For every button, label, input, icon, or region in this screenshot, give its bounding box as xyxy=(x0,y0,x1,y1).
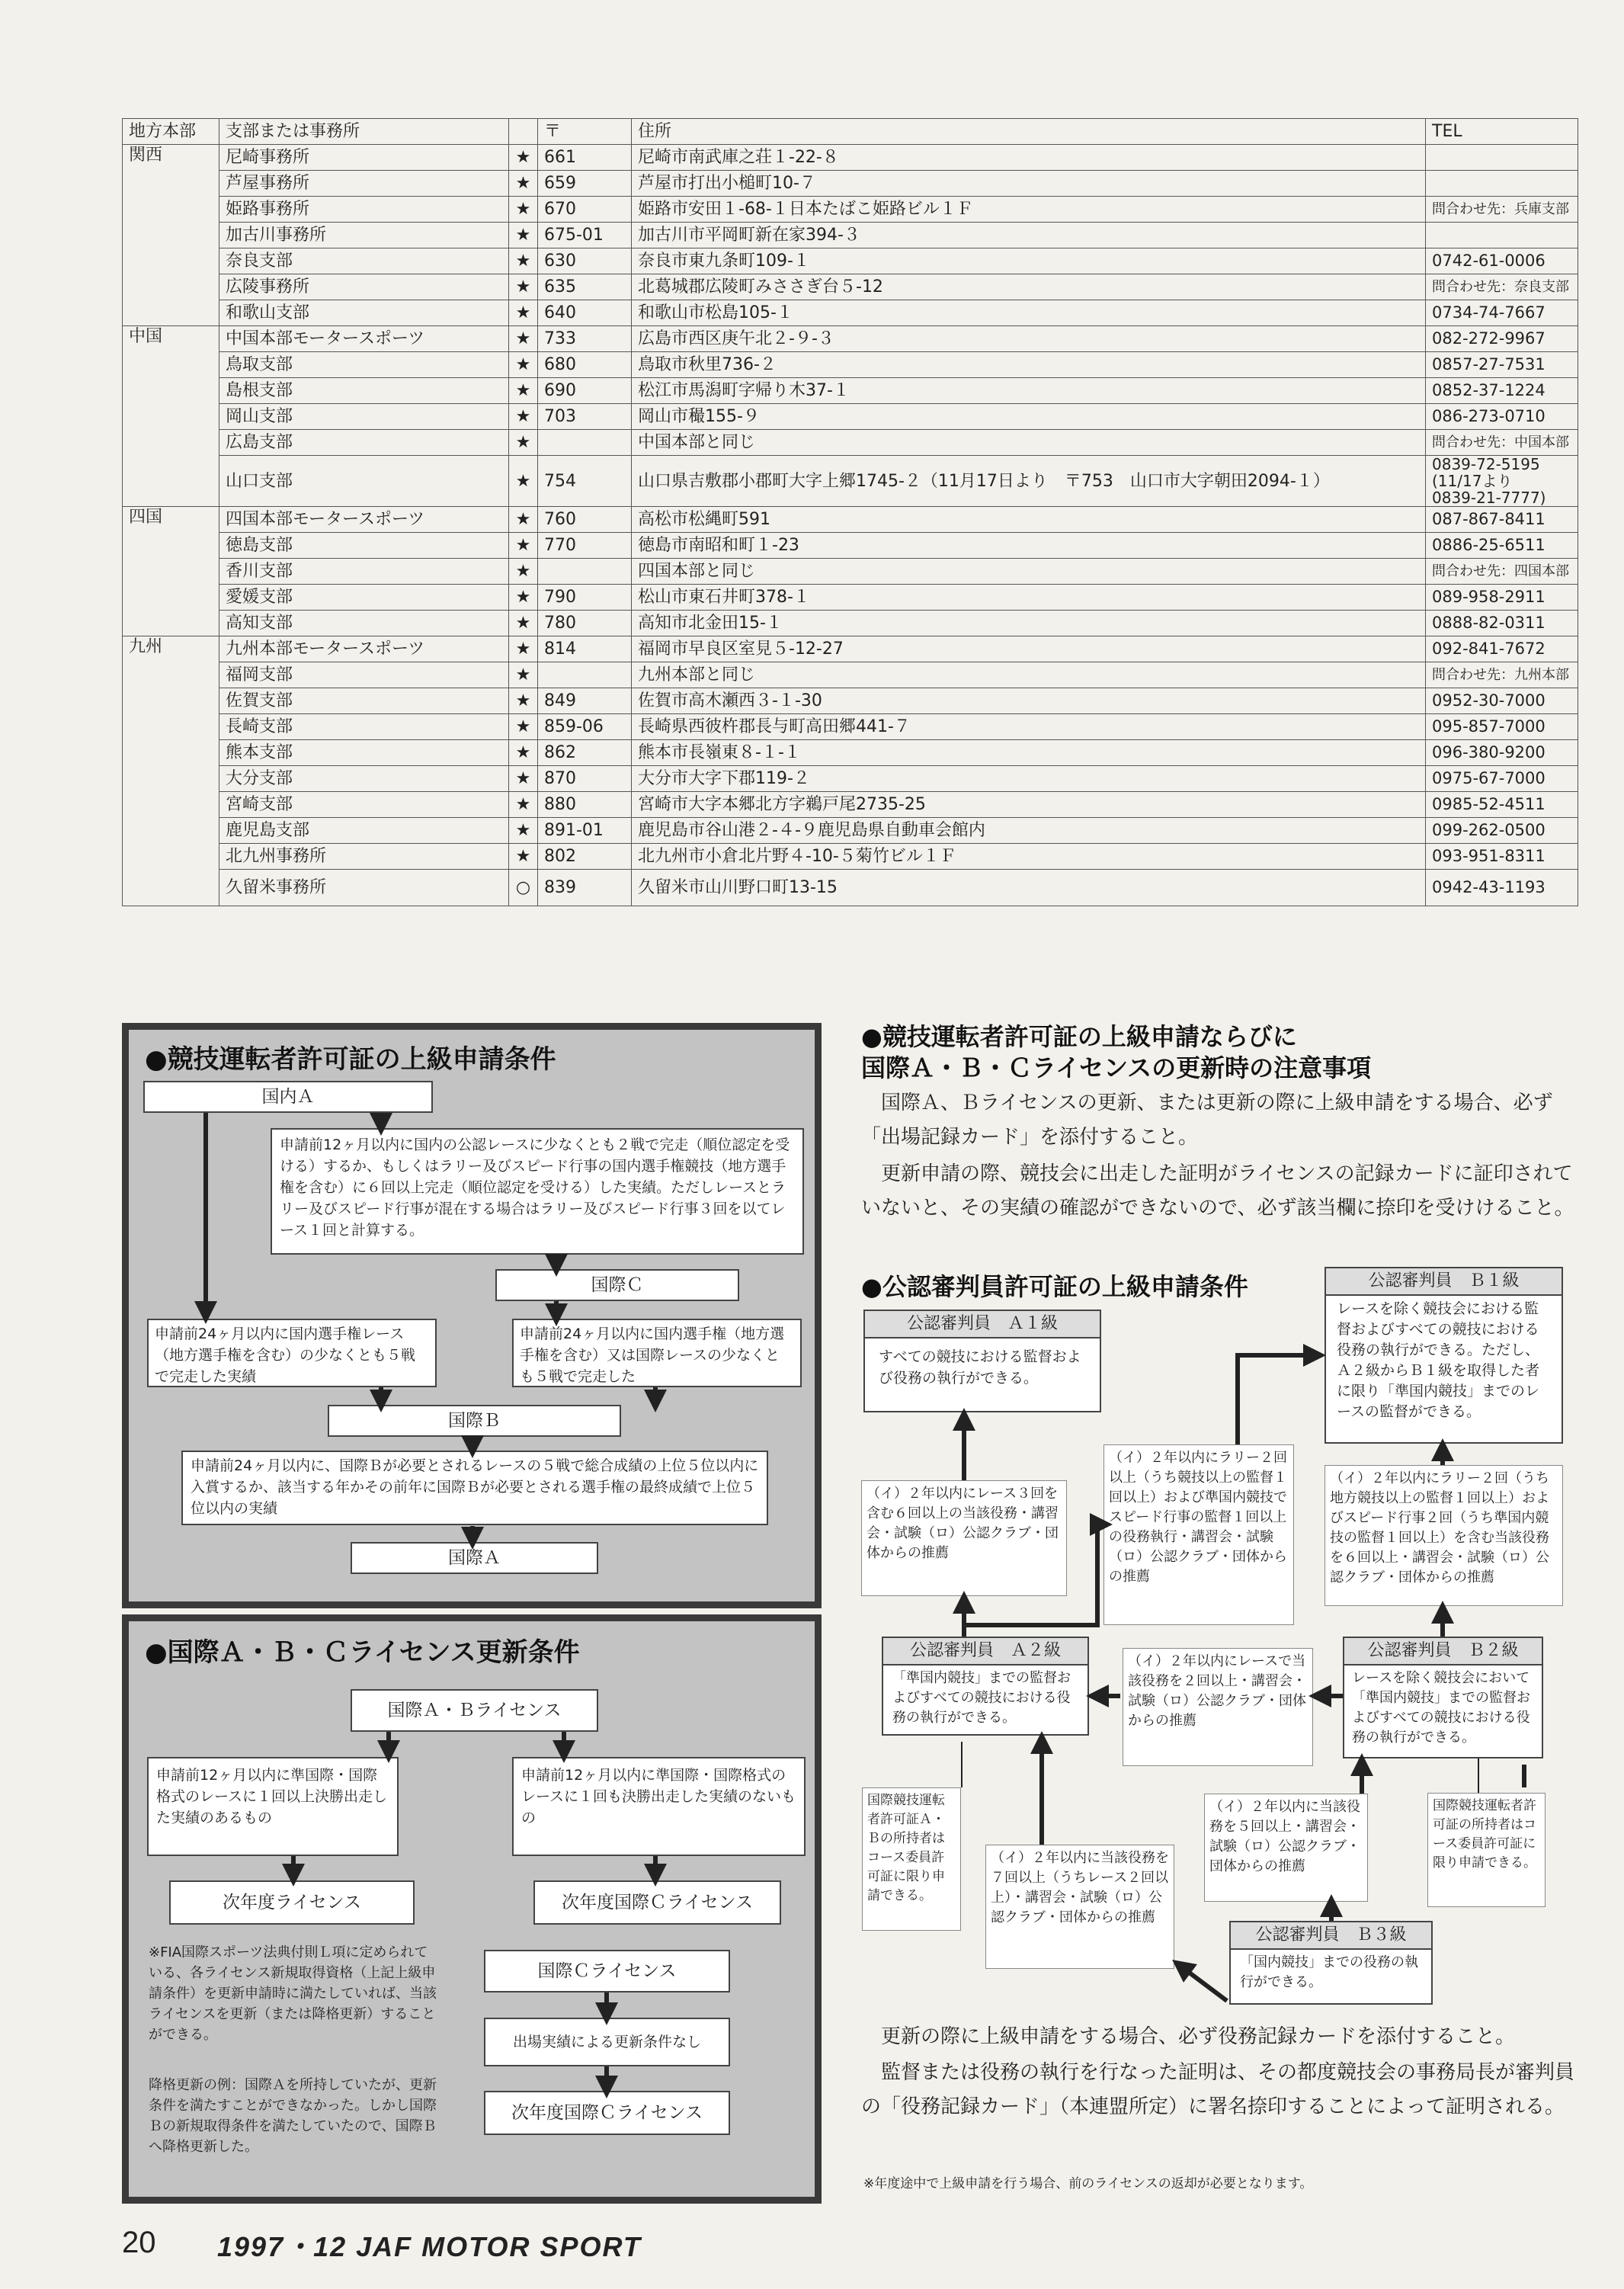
zip-cell: 859-06 xyxy=(538,714,632,740)
tel-line: 0839-72-5195 xyxy=(1432,455,1540,473)
region-cell: 関西 xyxy=(123,145,219,171)
mark-cell: ★ xyxy=(509,507,538,533)
address-cell: 久留米市山川野口町13-15 xyxy=(632,870,1426,906)
tel-cell: 0952-30-7000 xyxy=(1426,688,1578,714)
mark-cell: ○ xyxy=(509,870,538,906)
zip-cell: 659 xyxy=(538,171,632,197)
zip-cell: 670 xyxy=(538,197,632,223)
office-cell: 佐賀支部 xyxy=(219,688,509,714)
address-cell: 徳島市南昭和町１-23 xyxy=(632,533,1426,559)
mark-cell: ★ xyxy=(509,662,538,688)
mark-cell: ★ xyxy=(509,326,538,352)
mark-cell: ★ xyxy=(509,818,538,844)
tel-cell: 089-958-2911 xyxy=(1426,585,1578,611)
mark-cell: ★ xyxy=(509,145,538,171)
upgrade-conditions-title: ●競技運転者許可証の上級申請条件 xyxy=(145,1044,556,1075)
office-cell: 奈良支部 xyxy=(219,248,509,274)
mark-cell: ★ xyxy=(509,248,538,274)
license-kokusai-b: 国際Ｂ xyxy=(328,1405,621,1437)
condition-to-b-from-a: 申請前24ヶ月以内に国内選手権レース（地方選手権を含む）の少なくとも５戦で完走した実績 xyxy=(147,1319,437,1387)
zip-cell: 862 xyxy=(538,740,632,766)
office-cell: 高知支部 xyxy=(219,611,509,636)
license-kokusai-c: 国際Ｃ xyxy=(495,1269,739,1301)
mark-cell: ★ xyxy=(509,378,538,404)
address-cell: 鳥取市秋里736-２ xyxy=(632,352,1426,378)
notice-paragraph-1: 国際Ａ、Ｂライセンスの更新、または更新の際に上級申請をする場合、必ず「出場記録カード」を添付すること。 xyxy=(861,1092,1553,1149)
address-cell: 福岡市早良区室見５-12-27 xyxy=(632,636,1426,662)
region-cell: 中国 xyxy=(123,326,219,352)
zip-cell: 880 xyxy=(538,792,632,818)
mark-cell: ★ xyxy=(509,740,538,766)
office-cell: 島根支部 xyxy=(219,378,509,404)
tel-cell: 0985-52-4511 xyxy=(1426,792,1578,818)
note-international: 国際競技運転者許可証の所持者はコース委員許可証に限り申請できる。 xyxy=(1427,1793,1546,1907)
address-cell: 四国本部と同じ xyxy=(632,559,1426,585)
office-cell: 熊本支部 xyxy=(219,740,509,766)
next-year-kokusai-c-2: 次年度国際Ｃライセンス xyxy=(484,2091,730,2135)
tel-cell: 問合わせ先：兵庫支部 xyxy=(1426,197,1578,223)
tel-cell: 086-273-0710 xyxy=(1426,404,1578,430)
region-cell: 四国 xyxy=(123,507,219,533)
referee-a1-head: 公認審判員 Ａ１級 xyxy=(865,1311,1100,1338)
condition-kokusai-a: 申請前24ヶ月以内に、国際Ｂが必要とされるレースの５戦で総合成績の上位５位以内に入賞するか、該当する年かその前年に国際Ｂが必要とされる選手権の最終成績で上位５位以内の実績 xyxy=(181,1451,768,1525)
magazine-title: 1997・12 JAF MOTOR SPORT xyxy=(217,2231,642,2262)
tel-cell: 095-857-7000 xyxy=(1426,714,1578,740)
address-cell: 熊本市長嶺東８-１-１ xyxy=(632,740,1426,766)
condition-kokunai-a: 申請前12ヶ月以内に国内の公認レースに少なくとも２戦で完走（順位認定を受ける）するか、もしくはラリー及びスピード行事の国内選手権競技（地方選手権を含む）に６回以上完走（順位認定を受ける）した実績。ただしレースとラリー及びスピード行事が混在する場合はラリー及びスピード行事３回を以てレース１回と計算する。 xyxy=(271,1128,804,1255)
office-cell: 九州本部モータースポーツ xyxy=(219,636,509,662)
referee-b3-head: 公認審判員 Ｂ３級 xyxy=(1231,1922,1431,1950)
zip-cell: 780 xyxy=(538,611,632,636)
office-cell: 福岡支部 xyxy=(219,662,509,688)
address-cell: 芦屋市打出小槌町10-７ xyxy=(632,171,1426,197)
office-cell: 広島支部 xyxy=(219,430,509,456)
zip-cell: 839 xyxy=(538,870,632,906)
office-cell: 鳥取支部 xyxy=(219,352,509,378)
mark-cell: ★ xyxy=(509,714,538,740)
tel-cell: 0852-37-1224 xyxy=(1426,378,1578,404)
office-cell: 加古川事務所 xyxy=(219,223,509,248)
tel-cell: 0975-67-7000 xyxy=(1426,766,1578,792)
address-cell: 九州本部と同じ xyxy=(632,662,1426,688)
address-cell: 北九州市小倉北片野４-10-５菊竹ビル１Ｆ xyxy=(632,844,1426,870)
mark-cell: ★ xyxy=(509,585,538,611)
address-cell: 鹿児島市谷山港２-４-９鹿児島県自動車会館内 xyxy=(632,818,1426,844)
tel-cell: 096-380-9200 xyxy=(1426,740,1578,766)
office-cell: 中国本部モータースポーツ xyxy=(219,326,509,352)
referee-a2-head: 公認審判員 Ａ２級 xyxy=(883,1638,1087,1665)
address-cell: 松江市馬潟町字帰り木37-１ xyxy=(632,378,1426,404)
office-cell: 香川支部 xyxy=(219,559,509,585)
tel-cell: 099-262-0500 xyxy=(1426,818,1578,844)
mark-cell: ★ xyxy=(509,300,538,326)
tel-cell: 092-841-7672 xyxy=(1426,636,1578,662)
tel-cell: 0942-43-1193 xyxy=(1426,870,1578,906)
address-cell: 和歌山市松島105-１ xyxy=(632,300,1426,326)
tel-cell: 093-951-8311 xyxy=(1426,844,1578,870)
address-cell: 岡山市穝155-９ xyxy=(632,404,1426,430)
office-cell: 山口支部 xyxy=(219,456,509,507)
address-cell: 佐賀市高木瀬西３-１-30 xyxy=(632,688,1426,714)
address-cell: 大分市大字下郡119-２ xyxy=(632,766,1426,792)
referee-b2-head: 公認審判員 Ｂ２級 xyxy=(1344,1638,1542,1665)
office-cell: 久留米事務所 xyxy=(219,870,509,906)
downgrade-note: 降格更新の例：国際Ａを所持していたが、更新条件を満たすことができなかった。しかし国際Ｂの新規取得条件を満たしていたので、国際Ｂへ降格更新した。 xyxy=(149,2077,437,2155)
address-cell: 北葛城郡広陵町みささぎ台５-12 xyxy=(632,274,1426,300)
office-cell: 広陵事務所 xyxy=(219,274,509,300)
zip-cell: 802 xyxy=(538,844,632,870)
tel-cell: 問合わせ先：中国本部 xyxy=(1426,430,1578,456)
notice-paragraph-2: 更新申請の際、競技会に出走した証明がライセンスの記録カードに証印されていないと、その実績の確認ができないので、必ず該当欄に捺印を受けけること。 xyxy=(861,1162,1574,1220)
condition-b1-to-a1: （イ）２年以内にラリー２回以上（うち競技以上の監督１回以上）および準国内競技でスピード行事の監督１回以上の役務執行・講習会・試験（ロ）公認クラブ・団体からの推薦 xyxy=(1103,1444,1294,1625)
mark-cell: ★ xyxy=(509,766,538,792)
office-cell: 宮崎支部 xyxy=(219,792,509,818)
office-cell: 和歌山支部 xyxy=(219,300,509,326)
office-cell: 長崎支部 xyxy=(219,714,509,740)
zip-cell: 630 xyxy=(538,248,632,274)
referee-paragraph-2: 監督または役務の執行を行なった証明は、その都度競技会の事務局長が審判員の「役務記録カード」（本連盟所定）に署名捺印することによって証明される。 xyxy=(861,2061,1575,2118)
mark-cell: ★ xyxy=(509,792,538,818)
zip-cell: 635 xyxy=(538,274,632,300)
office-cell: 鹿児島支部 xyxy=(219,818,509,844)
address-cell: 尼崎市南武庫之荘１-22-８ xyxy=(632,145,1426,171)
zip-cell: 870 xyxy=(538,766,632,792)
tel-cell: 0742-61-0006 xyxy=(1426,248,1578,274)
mark-cell: ★ xyxy=(509,559,538,585)
address-cell: 長崎県西彼杵郡長与町高田郷441-７ xyxy=(632,714,1426,740)
tel-cell: 082-272-9967 xyxy=(1426,326,1578,352)
mark-cell: ★ xyxy=(509,611,538,636)
zip-cell: 680 xyxy=(538,352,632,378)
renewal-conditions-title: ●国際Ａ・Ｂ・Ｃライセンス更新条件 xyxy=(145,1637,580,1668)
mark-cell: ★ xyxy=(509,223,538,248)
address-cell: 中国本部と同じ xyxy=(632,430,1426,456)
condition-b2-to-a2: （イ）２年以内にレースで当該役務を２回以上・講習会・試験（ロ）公認クラブ・団体からの推薦 xyxy=(1123,1648,1313,1766)
mark-cell: ★ xyxy=(509,688,538,714)
address-cell: 加古川市平岡町新在家394-３ xyxy=(632,223,1426,248)
referee-b2-body: レースを除く競技会において「準国内競技」までの監督およびすべての競技における役務の執行ができる。 xyxy=(1352,1670,1530,1746)
zip-cell: 703 xyxy=(538,404,632,430)
tel-line: 0839-21-7777) xyxy=(1432,489,1546,507)
mark-cell: ★ xyxy=(509,274,538,300)
zip-cell: 760 xyxy=(538,507,632,533)
address-cell: 松山市東石井町378-１ xyxy=(632,585,1426,611)
zip-cell: 790 xyxy=(538,585,632,611)
office-cell: 徳島支部 xyxy=(219,533,509,559)
address-cell: 奈良市東九条町109-１ xyxy=(632,248,1426,274)
office-cell: 尼崎事務所 xyxy=(219,145,509,171)
mark-cell: ★ xyxy=(509,533,538,559)
note-international-ab: 国際競技運転者許可証Ａ・Ｂの所持者はコース委員許可証に限り申請できる。 xyxy=(862,1787,961,1931)
mark-cell: ★ xyxy=(509,430,538,456)
tel-cell: 問合わせ先：四国本部 xyxy=(1426,559,1578,585)
referee-a1-body: すべての競技における監督および役務の執行ができる。 xyxy=(879,1348,1081,1387)
condition-to-a2: （イ）２年以内に当該役務を７回以上（うちレース２回以上）・講習会・試験（ロ）公認クラブ・団体からの推薦 xyxy=(985,1845,1174,1969)
tel-cell: 問合わせ先：九州本部 xyxy=(1426,662,1578,688)
condition-to-b2: （イ）２年以内に当該役務を５回以上・講習会・試験（ロ）公認クラブ・団体からの推薦 xyxy=(1204,1794,1368,1902)
referee-b1-body: レースを除く競技会における監督およびすべての競技における役務の執行ができる。ただし、Ａ２級からＢ１級を取得した者に限り「準国内競技」までのレースの監督ができる。 xyxy=(1337,1300,1540,1420)
tel-line: (11/17より xyxy=(1432,472,1513,490)
mark-cell: ★ xyxy=(509,171,538,197)
column-header: TEL xyxy=(1426,119,1578,145)
mark-cell: ★ xyxy=(509,844,538,870)
renewal-condition-yes: 申請前12ヶ月以内に準国際・国際格式のレースに１回以上決勝出走した実績のあるもの xyxy=(147,1757,399,1856)
column-header: 住所 xyxy=(632,119,1426,145)
referee-a2-body: 「準国内競技」までの監督およびすべての競技における役務の執行ができる。 xyxy=(892,1670,1071,1726)
column-header: 〒 xyxy=(538,119,632,145)
office-cell: 四国本部モータースポーツ xyxy=(219,507,509,533)
notice-title-line1: ●競技運転者許可証の上級申請ならびに xyxy=(861,1022,1297,1051)
condition-to-a1: （イ）２年以内にレース３回を含む６回以上の当該役務・講習会・試験（ロ）公認クラブ・団体からの推薦 xyxy=(861,1480,1067,1596)
tel-cell: 087-867-8411 xyxy=(1426,507,1578,533)
referee-b1-head: 公認審判員 Ｂ１級 xyxy=(1326,1268,1562,1296)
office-cell: 愛媛支部 xyxy=(219,585,509,611)
zip-cell: 891-01 xyxy=(538,818,632,844)
license-kokusai-c-renewal: 国際Ｃライセンス xyxy=(484,1950,730,1992)
license-kokusai-ab: 国際Ａ・Ｂライセンス xyxy=(351,1689,598,1732)
no-record-condition: 出場実績による更新条件なし xyxy=(484,2018,730,2066)
column-header: 地方本部 xyxy=(123,119,219,145)
mark-cell: ★ xyxy=(509,197,538,223)
office-cell: 岡山支部 xyxy=(219,404,509,430)
address-cell: 高知市北金田15-１ xyxy=(632,611,1426,636)
tel-cell: 0886-25-6511 xyxy=(1426,533,1578,559)
mark-cell: ★ xyxy=(509,404,538,430)
zip-cell: 690 xyxy=(538,378,632,404)
referee-upgrade-title: ●公認審判員許可証の上級申請条件 xyxy=(861,1272,1248,1301)
zip-cell: 640 xyxy=(538,300,632,326)
region-cell: 九州 xyxy=(123,636,219,662)
address-cell: 姫路市安田１-68-１日本たばこ姫路ビル１Ｆ xyxy=(632,197,1426,223)
renewal-condition-no: 申請前12ヶ月以内に準国際・国際格式のレースに１回も決勝出走した実績のないもの xyxy=(512,1757,806,1856)
zip-cell: 849 xyxy=(538,688,632,714)
address-cell: 山口県吉敷郡小郡町大字上郷1745-２（11月17日より 〒753 山口市大字朝田2094-１） xyxy=(632,456,1426,507)
condition-to-b1: （イ）２年以内にラリー２回（うち地方競技以上の監督１回以上）およびスピード行事２回（うち準国内競技の監督１回以上）を含む当該役務を６回以上・講習会・試験（ロ）公認クラブ・団体からの推薦 xyxy=(1325,1465,1563,1606)
tel-cell: 0857-27-7531 xyxy=(1426,352,1578,378)
office-cell: 大分支部 xyxy=(219,766,509,792)
address-cell: 高松市松縄町591 xyxy=(632,507,1426,533)
mark-cell: ★ xyxy=(509,456,538,507)
license-kokunai-a: 国内Ａ xyxy=(143,1081,433,1113)
tel-cell: 0888-82-0311 xyxy=(1426,611,1578,636)
mark-cell: ★ xyxy=(509,352,538,378)
zip-cell: 733 xyxy=(538,326,632,352)
column-header: 支部または事務所 xyxy=(219,119,509,145)
license-kokusai-a: 国際Ａ xyxy=(351,1542,598,1574)
office-cell: 芦屋事務所 xyxy=(219,171,509,197)
address-cell: 広島市西区庚午北２-９-３ xyxy=(632,326,1426,352)
mark-cell: ★ xyxy=(509,636,538,662)
zip-cell: 814 xyxy=(538,636,632,662)
zip-cell: 675-01 xyxy=(538,223,632,248)
address-cell: 宮崎市大字本郷北方字鵜戸尾2735-25 xyxy=(632,792,1426,818)
zip-cell: 661 xyxy=(538,145,632,171)
referee-footnote: ※年度途中で上級申請を行う場合、前のライセンスの返却が必要となります。 xyxy=(863,2176,1313,2191)
zip-cell: 754 xyxy=(538,456,632,507)
condition-to-b-from-c: 申請前24ヶ月以内に国内選手権（地方選手権を含む）又は国際レースの少なくとも５戦で完走した xyxy=(512,1319,802,1387)
referee-paragraph-1: 更新の際に上級申請をする場合、必ず役務記録カードを添付すること。 xyxy=(881,2025,1516,2048)
office-cell: 北九州事務所 xyxy=(219,844,509,870)
tel-cell: 0734-74-7667 xyxy=(1426,300,1578,326)
referee-b3-body: 「国内競技」までの役務の執行ができる。 xyxy=(1240,1954,1418,1990)
next-year-license: 次年度ライセンス xyxy=(169,1880,415,1925)
page-number: 20 xyxy=(122,2226,156,2259)
tel-cell: 問合わせ先：奈良支部 xyxy=(1426,274,1578,300)
fia-note: ※FIA国際スポーツ法典付則Ｌ項に定められている、各ライセンス新規取得資格（上記上級申請条件）を更新申請時に満たしていれば、当該ライセンスを更新（または降格更新）することができる。 xyxy=(149,1944,437,2043)
zip-cell: 770 xyxy=(538,533,632,559)
office-cell: 姫路事務所 xyxy=(219,197,509,223)
notice-title-line2: 国際Ａ・Ｂ・Ｃライセンスの更新時の注意事項 xyxy=(861,1053,1372,1082)
next-year-kokusai-c: 次年度国際Ｃライセンス xyxy=(533,1880,781,1925)
